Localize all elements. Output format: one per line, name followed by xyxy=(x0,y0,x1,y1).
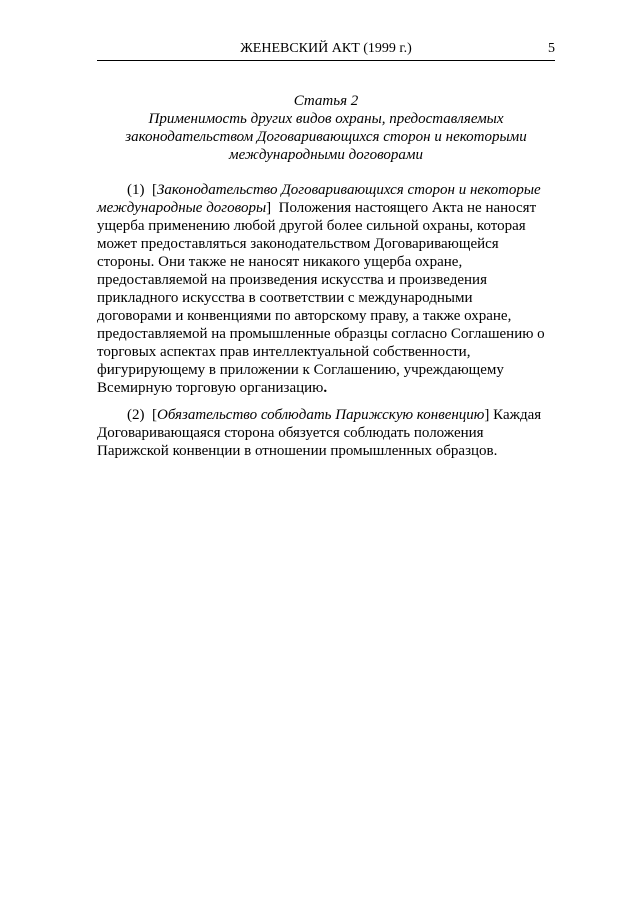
paragraph-2-number: (2) xyxy=(127,407,145,423)
paragraph-1-number: (1) xyxy=(127,182,145,198)
paragraph-1-heading: Законодательство Договаривающихся сторон и некоторые международные договоры xyxy=(97,182,541,216)
paragraph-1-text: Положения настоящего Акта не наносят ущерба применению любой другой более сильной охраны, которая может предоставляться законодательством Договаривающейся стороны. Они также не наносят никакого ущерба охране, предоставляемой на произведения искусства и произведения прикладного искусства в соответствии с международными договорами и конвенциями по авторскому праву, а также охране, предоставляемой на промышленные образцы согласно Соглашению о торговых аспектах прав интеллектуальной собственности, фигурирующему в приложении к Соглашению, учреждающему Всемирную торговую организацию xyxy=(97,200,545,396)
paragraph-2-open-bracket: [ xyxy=(152,407,157,423)
paragraph-2-heading: Обязательство соблюдать Парижскую конвенцию xyxy=(157,407,485,423)
paragraph-2 xyxy=(97,406,547,460)
paragraph-1-close-bracket: ] xyxy=(266,200,272,216)
header-title: ЖЕНЕВСКИЙ АКТ (1999 г.) xyxy=(240,41,412,56)
article-heading xyxy=(97,92,555,164)
paragraph-2-text: Каждая Договаривающаяся сторона обязуется соблюдать положения Парижской конвенции в отношении промышленных образцов. xyxy=(97,407,542,459)
article-number: Статья 2 xyxy=(293,93,359,109)
paragraph-2-close-bracket: ] xyxy=(484,407,490,423)
article-title: Применимость других видов охраны, предоставляемых законодательством Договаривающихся сторон и некоторыми международными договорами xyxy=(125,111,527,163)
paragraph-1 xyxy=(97,181,547,397)
running-header xyxy=(97,40,555,61)
paragraph-1-open-bracket: [ xyxy=(152,182,157,198)
page-number: 5 xyxy=(548,41,555,56)
paragraph-1-end: . xyxy=(323,380,328,396)
